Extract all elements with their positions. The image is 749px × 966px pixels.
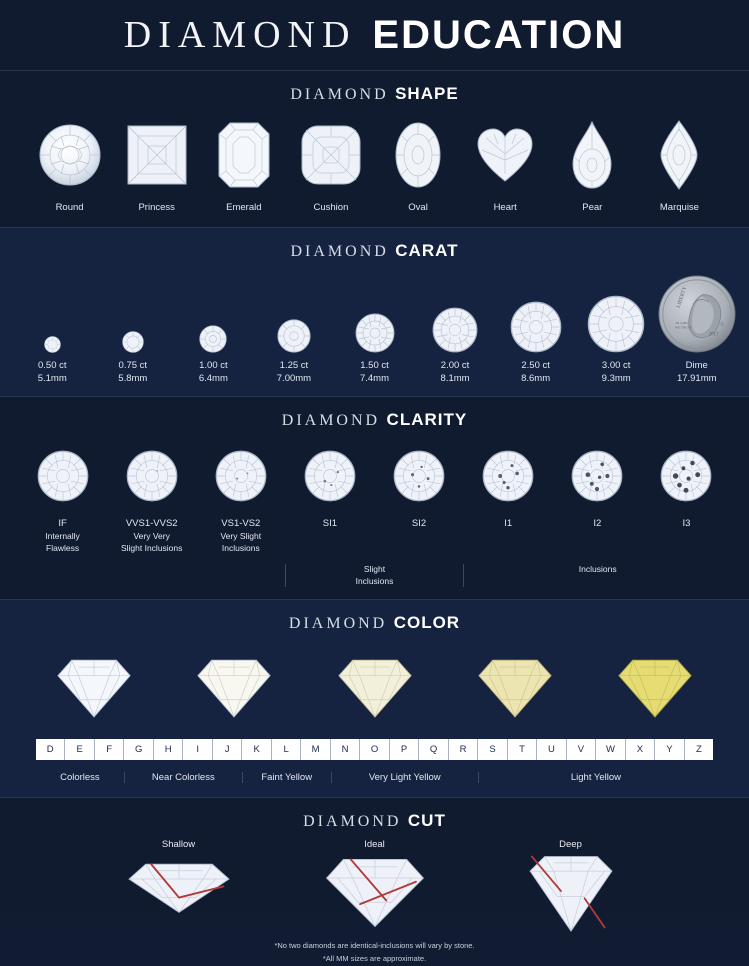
carat-weight: 1.25 ct bbox=[279, 359, 309, 371]
color-group-light-yellow: Light Yellow bbox=[478, 772, 713, 783]
color-grade: Y bbox=[655, 739, 684, 760]
cut-label: Shallow bbox=[161, 839, 196, 851]
color-grade: I bbox=[183, 739, 212, 760]
shallow-cut-diagram bbox=[104, 852, 254, 932]
carat-label bbox=[334, 353, 415, 395]
carat-size: 7.4mm bbox=[359, 372, 390, 384]
color-group-row bbox=[36, 760, 713, 797]
round-diamond-icon bbox=[415, 271, 496, 353]
clarity-desc: Very Very Slight Inclusions bbox=[120, 531, 183, 553]
carat-item bbox=[173, 271, 254, 395]
carat-weight: 0.75 ct bbox=[118, 359, 148, 371]
coin-liberty-text: LIBERTY bbox=[675, 285, 688, 309]
shape-label: Round bbox=[55, 202, 84, 213]
footnote-2: *All MM sizes are approximate. bbox=[322, 953, 427, 963]
color-group-very-light-yellow: Very Light Yellow bbox=[331, 772, 478, 783]
shape-item-pear bbox=[549, 116, 636, 223]
clarity-code: VS1-VS2 bbox=[221, 518, 261, 530]
round-diamond-icon bbox=[254, 271, 335, 353]
round-diamond-icon bbox=[576, 271, 657, 353]
color-grade-scale bbox=[36, 739, 713, 760]
heading-bold: COLOR bbox=[393, 613, 461, 633]
cut-label: Ideal bbox=[364, 839, 385, 851]
clarity-stone bbox=[642, 440, 731, 512]
carat-size: 9.3mm bbox=[601, 372, 631, 384]
color-stone-faint-yellow bbox=[304, 643, 444, 729]
color-grade: G bbox=[124, 739, 153, 760]
section-clarity bbox=[0, 396, 749, 599]
color-grade: U bbox=[537, 739, 566, 760]
clarity-label bbox=[553, 518, 642, 554]
clarity-group-slight bbox=[285, 564, 464, 587]
color-grade: E bbox=[65, 739, 94, 760]
section-color bbox=[0, 599, 749, 797]
carat-item-dime bbox=[656, 271, 737, 395]
color-grade: J bbox=[213, 739, 242, 760]
shape-row bbox=[0, 110, 749, 227]
color-grade: V bbox=[567, 739, 596, 760]
cut-item-shallow bbox=[104, 839, 254, 932]
clarity-code: SI2 bbox=[411, 518, 427, 530]
clarity-row bbox=[0, 436, 749, 512]
colorless-diamond-icon bbox=[24, 643, 164, 729]
round-diamond-icon bbox=[375, 440, 464, 512]
cut-row bbox=[0, 837, 749, 932]
clarity-label bbox=[642, 518, 731, 554]
clarity-labels bbox=[0, 512, 749, 564]
clarity-code: SI1 bbox=[322, 518, 338, 530]
clarity-label bbox=[285, 518, 374, 554]
color-grade: X bbox=[626, 739, 655, 760]
near-colorless-diamond-icon bbox=[164, 643, 304, 729]
round-diamond-icon bbox=[18, 440, 107, 512]
clarity-code: I3 bbox=[682, 518, 691, 530]
round-diamond-icon bbox=[173, 271, 254, 353]
heading-thin: DIAMOND bbox=[281, 412, 381, 430]
heading-thin: DIAMOND bbox=[290, 242, 389, 260]
carat-size: 5.8mm bbox=[118, 372, 148, 384]
color-grade: H bbox=[154, 739, 183, 760]
clarity-code: IF bbox=[58, 518, 67, 530]
heading-bold: SHAPE bbox=[395, 84, 459, 103]
carat-row bbox=[0, 267, 749, 397]
color-grade: R bbox=[449, 739, 478, 760]
carat-item bbox=[495, 271, 576, 395]
clarity-stone bbox=[553, 440, 642, 512]
faint-yellow-diamond-icon bbox=[304, 643, 444, 729]
shape-item-cushion bbox=[287, 116, 374, 223]
shape-label: Oval bbox=[408, 202, 428, 213]
page-title-thin: DIAMOND bbox=[123, 14, 357, 56]
section-shape bbox=[0, 70, 749, 227]
clarity-stone bbox=[18, 440, 107, 512]
deep-cut-diagram bbox=[496, 852, 646, 932]
shape-item-emerald bbox=[200, 116, 287, 223]
clarity-label bbox=[375, 518, 464, 554]
carat-weight: 3.00 ct bbox=[601, 359, 631, 371]
color-grade: Q bbox=[419, 739, 448, 760]
round-diamond-icon bbox=[196, 440, 285, 512]
carat-label bbox=[495, 353, 576, 395]
carat-item bbox=[93, 271, 174, 395]
clarity-code: I2 bbox=[593, 518, 602, 530]
round-diamond-icon bbox=[107, 440, 196, 512]
color-grade: O bbox=[360, 739, 389, 760]
clarity-group-label: Inclusions bbox=[578, 564, 617, 575]
color-group-near-colorless: Near Colorless bbox=[124, 772, 242, 783]
shape-item-round bbox=[26, 116, 113, 223]
clarity-label bbox=[18, 518, 107, 554]
ideal-cut-diagram bbox=[300, 852, 450, 932]
heading-thin: DIAMOND bbox=[288, 615, 388, 633]
clarity-groups bbox=[0, 564, 749, 599]
section-clarity-heading bbox=[0, 397, 749, 436]
clarity-stone bbox=[196, 440, 285, 512]
oval-diamond-icon bbox=[375, 116, 462, 194]
carat-label bbox=[576, 353, 657, 395]
color-grade: L bbox=[272, 739, 301, 760]
heading-bold: CLARITY bbox=[386, 410, 468, 430]
color-grade: K bbox=[242, 739, 271, 760]
carat-item bbox=[12, 271, 93, 395]
section-carat-heading bbox=[0, 228, 749, 267]
dime-name: Dime bbox=[685, 359, 708, 371]
carat-label bbox=[254, 353, 335, 395]
round-diamond-icon bbox=[285, 440, 374, 512]
section-color-heading bbox=[0, 600, 749, 639]
color-grade: W bbox=[596, 739, 625, 760]
carat-size: 5.1mm bbox=[37, 372, 67, 384]
round-diamond-icon bbox=[26, 116, 113, 194]
color-group-faint-yellow: Faint Yellow bbox=[242, 772, 331, 783]
clarity-desc: Very Slight Inclusions bbox=[220, 531, 262, 553]
page-title-bold: EDUCATION bbox=[372, 12, 626, 57]
carat-label bbox=[173, 353, 254, 395]
shape-item-marquise bbox=[636, 116, 723, 223]
round-diamond-icon bbox=[464, 440, 553, 512]
round-diamond-icon bbox=[642, 440, 731, 512]
color-grade: M bbox=[301, 739, 330, 760]
heading-thin: DIAMOND bbox=[290, 86, 389, 103]
carat-item bbox=[576, 271, 657, 395]
shape-label: Pear bbox=[582, 202, 603, 213]
color-grade: N bbox=[331, 739, 360, 760]
carat-size: 6.4mm bbox=[198, 372, 228, 384]
color-group-colorless: Colorless bbox=[60, 772, 100, 784]
coin-year-text: 2017 bbox=[708, 332, 719, 338]
clarity-desc: Internally Flawless bbox=[45, 531, 80, 553]
clarity-stone bbox=[107, 440, 196, 512]
carat-weight: 1.50 ct bbox=[360, 359, 389, 371]
carat-weight: 1.00 ct bbox=[199, 359, 228, 371]
section-shape-heading bbox=[0, 71, 749, 110]
section-carat bbox=[0, 227, 749, 397]
cut-label: Deep bbox=[559, 839, 582, 851]
color-stone-very-light-yellow bbox=[445, 643, 585, 729]
shape-label: Marquise bbox=[659, 202, 699, 213]
clarity-stone bbox=[375, 440, 464, 512]
clarity-label bbox=[464, 518, 553, 554]
section-cut-heading bbox=[0, 798, 749, 837]
shape-label: Princess bbox=[138, 202, 175, 213]
color-grade: S bbox=[478, 739, 507, 760]
color-stones-row bbox=[0, 639, 749, 731]
clarity-stone bbox=[285, 440, 374, 512]
shape-label: Emerald bbox=[226, 202, 262, 213]
shape-label: Cushion bbox=[313, 202, 349, 213]
clarity-group-inclusions bbox=[463, 564, 731, 587]
clarity-stone bbox=[464, 440, 553, 512]
light-yellow-diamond-icon bbox=[585, 643, 725, 729]
dime-coin-icon bbox=[656, 271, 737, 353]
section-cut bbox=[0, 797, 749, 966]
carat-item bbox=[415, 271, 496, 395]
clarity-label bbox=[107, 518, 196, 554]
carat-size: 7.00mm bbox=[276, 372, 312, 384]
color-stone-near-colorless bbox=[164, 643, 304, 729]
dime-label bbox=[656, 353, 737, 395]
coin-mint-mark: D bbox=[720, 321, 724, 327]
footnote-1: *No two diamonds are identical-inclusions will vary by stone. bbox=[274, 941, 475, 951]
color-stone-light-yellow bbox=[585, 643, 725, 729]
carat-label bbox=[12, 353, 93, 395]
clarity-code: I1 bbox=[504, 518, 513, 530]
footnotes bbox=[0, 932, 749, 966]
clarity-group-empty bbox=[18, 564, 285, 587]
round-diamond-icon bbox=[495, 271, 576, 353]
shape-item-heart bbox=[462, 116, 549, 223]
very-light-yellow-diamond-icon bbox=[445, 643, 585, 729]
marquise-diamond-icon bbox=[636, 116, 723, 194]
heart-diamond-icon bbox=[462, 116, 549, 194]
page-title bbox=[0, 0, 749, 70]
color-grade: T bbox=[508, 739, 537, 760]
heading-bold: CUT bbox=[407, 811, 446, 831]
carat-weight: 0.50 ct bbox=[37, 359, 67, 371]
clarity-group-label: Slight Inclusions bbox=[355, 564, 394, 586]
clarity-code: VVS1-VVS2 bbox=[125, 518, 178, 530]
shape-item-oval bbox=[375, 116, 462, 223]
carat-size: 8.1mm bbox=[440, 372, 470, 384]
carat-weight: 2.50 ct bbox=[521, 359, 550, 371]
coin-motto-text-2: WE TRUST bbox=[674, 325, 692, 330]
round-diamond-icon bbox=[93, 271, 174, 353]
clarity-label bbox=[196, 518, 285, 554]
pear-diamond-icon bbox=[549, 116, 636, 194]
color-grade: D bbox=[36, 739, 65, 760]
color-grade: F bbox=[95, 739, 124, 760]
princess-diamond-icon bbox=[113, 116, 200, 194]
carat-item bbox=[334, 271, 415, 395]
carat-item bbox=[254, 271, 335, 395]
emerald-diamond-icon bbox=[200, 116, 287, 194]
cushion-diamond-icon bbox=[287, 116, 374, 194]
carat-size: 8.6mm bbox=[521, 372, 551, 384]
dime-size: 17.91mm bbox=[676, 372, 717, 384]
shape-label: Heart bbox=[493, 202, 517, 213]
carat-label bbox=[415, 353, 496, 395]
round-diamond-icon bbox=[12, 271, 93, 353]
coin-motto-text: IN GOD bbox=[675, 320, 688, 325]
shape-item-princess bbox=[113, 116, 200, 223]
color-stone-colorless bbox=[24, 643, 164, 729]
heading-bold: CARAT bbox=[395, 240, 459, 260]
color-grade: P bbox=[390, 739, 419, 760]
round-diamond-icon bbox=[334, 271, 415, 353]
cut-item-deep bbox=[496, 839, 646, 932]
carat-label bbox=[93, 353, 174, 395]
heading-thin: DIAMOND bbox=[303, 813, 402, 831]
cut-item-ideal bbox=[300, 839, 450, 932]
color-grade: Z bbox=[695, 744, 702, 756]
round-diamond-icon bbox=[553, 440, 642, 512]
carat-weight: 2.00 ct bbox=[440, 359, 470, 371]
